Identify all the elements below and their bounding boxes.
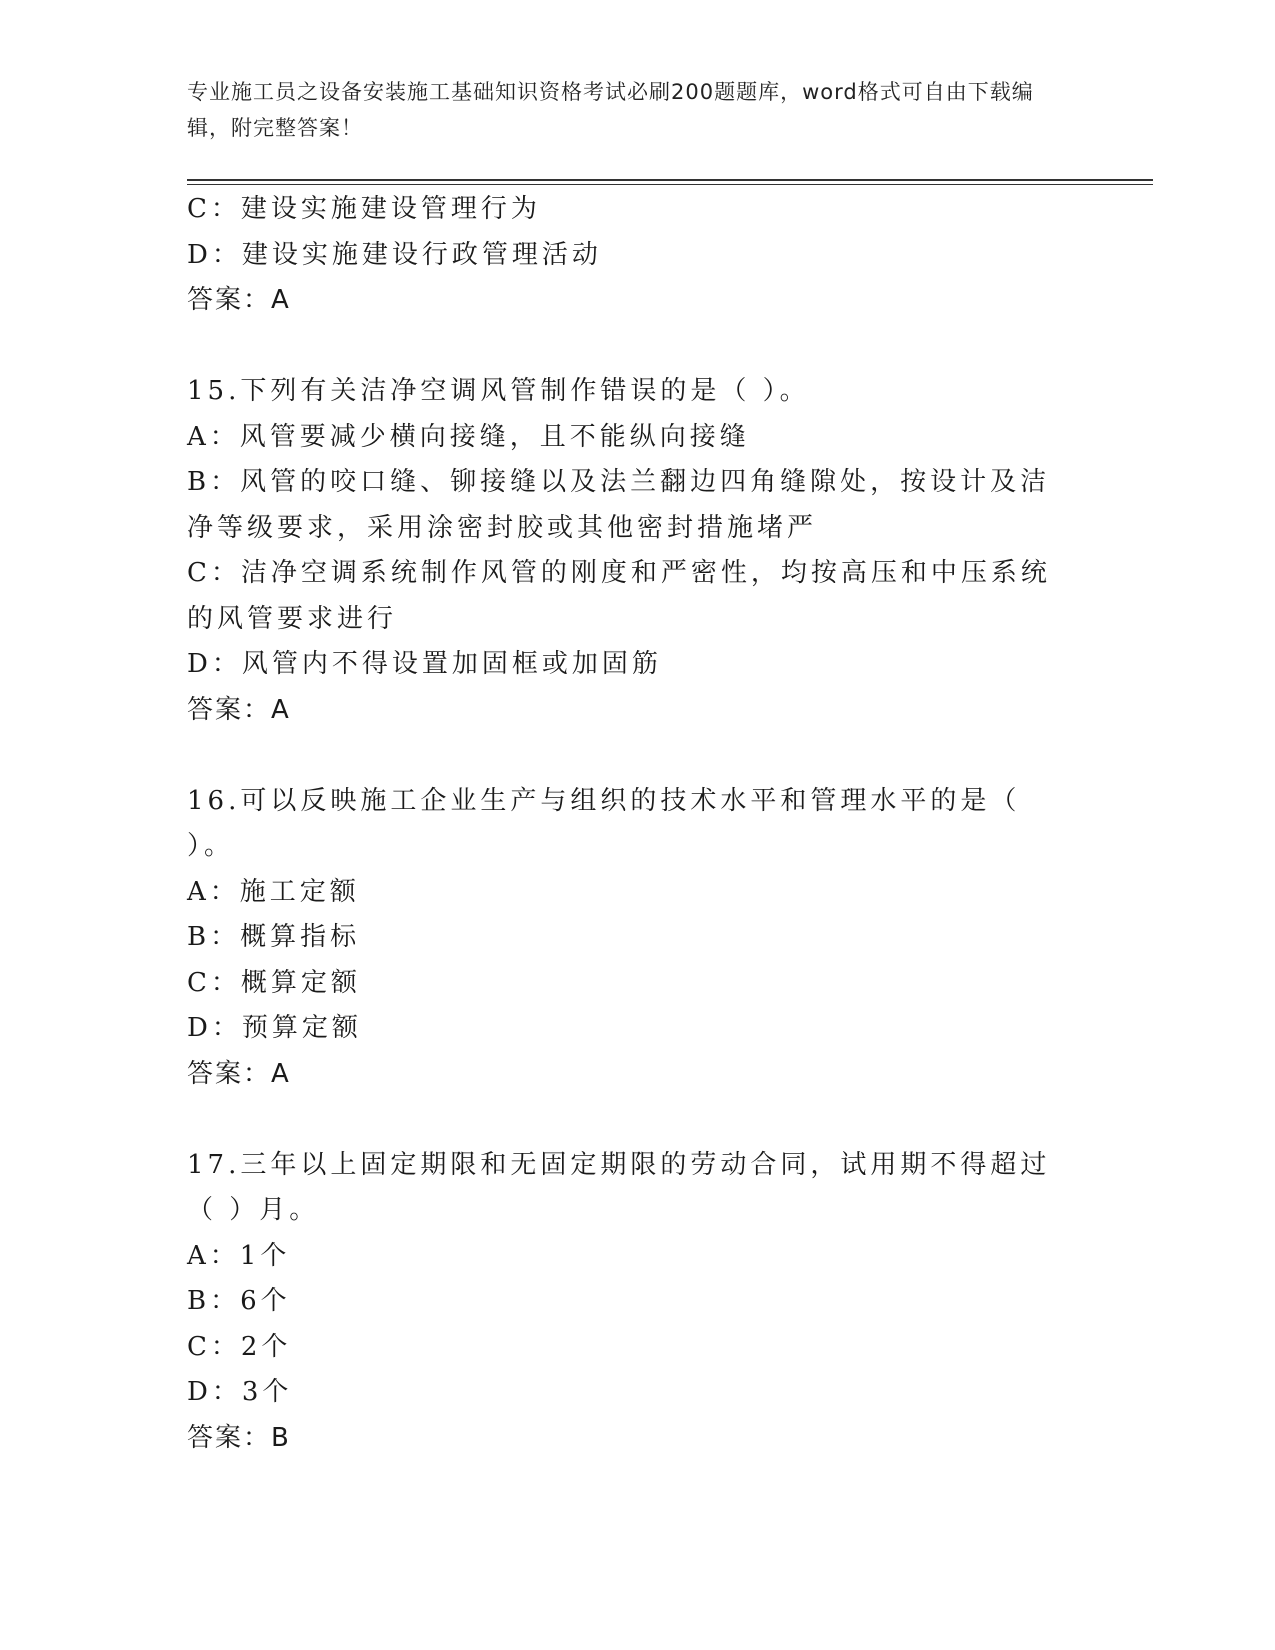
question-stem: 17.三年以上固定期限和无固定期限的劳动合同，试用期不得超过（ ）月。 [187, 1149, 1051, 1225]
option-a: A：1个 [187, 1240, 291, 1271]
header-divider [187, 179, 1153, 181]
option-c: C：建设实施建设管理行为 [187, 194, 541, 224]
spacer [187, 1097, 1077, 1143]
question-list [187, 187, 1077, 1461]
option-d: D：预算定额 [187, 1013, 362, 1043]
option-b: B：6个 [187, 1286, 291, 1316]
option-c: C：2个 [187, 1331, 292, 1362]
option-b: B：风管的咬口缝、铆接缝以及法兰翻边四角缝隙处，按设计及洁净等级要求，采用涂密封胶或其他密封措施堵严 [187, 467, 1051, 543]
question-15 [187, 369, 1077, 733]
answer-line: 答案：A [187, 285, 291, 315]
question-stem: 16.可以反映施工企业生产与组织的技术水平和管理水平的是（ ）。 [187, 785, 1021, 861]
page-header [187, 74, 1077, 146]
option-b: B：概算指标 [187, 922, 361, 952]
option-d: D：3个 [187, 1377, 293, 1407]
question-17 [187, 1143, 1077, 1462]
header-divider-thin [187, 184, 1153, 185]
option-c: C：概算定额 [187, 967, 361, 998]
option-c: C：洁净空调系统制作风管的刚度和严密性，均按高压和中压系统的风管要求进行 [187, 558, 1051, 634]
spacer [187, 733, 1077, 779]
header-text: 专业施工员之设备安装施工基础知识资格考试必刷200题题库，word格式可自由下载编辑，附完整答案！ [187, 80, 1034, 140]
answer-line: 答案：A [187, 694, 291, 725]
option-a: A：施工定额 [187, 876, 360, 907]
option-d: D：建设实施建设行政管理活动 [187, 239, 602, 270]
answer-line: 答案：A [187, 1058, 291, 1089]
question-14-tail [187, 187, 1077, 324]
question-16 [187, 779, 1077, 1098]
answer-line: 答案：B [187, 1422, 291, 1453]
option-d: D：风管内不得设置加固框或加固筋 [187, 649, 662, 679]
spacer [187, 324, 1077, 370]
option-a: A：风管要减少横向接缝，且不能纵向接缝 [187, 421, 750, 452]
question-stem: 15.下列有关洁净空调风管制作错误的是（ ）。 [187, 376, 810, 406]
